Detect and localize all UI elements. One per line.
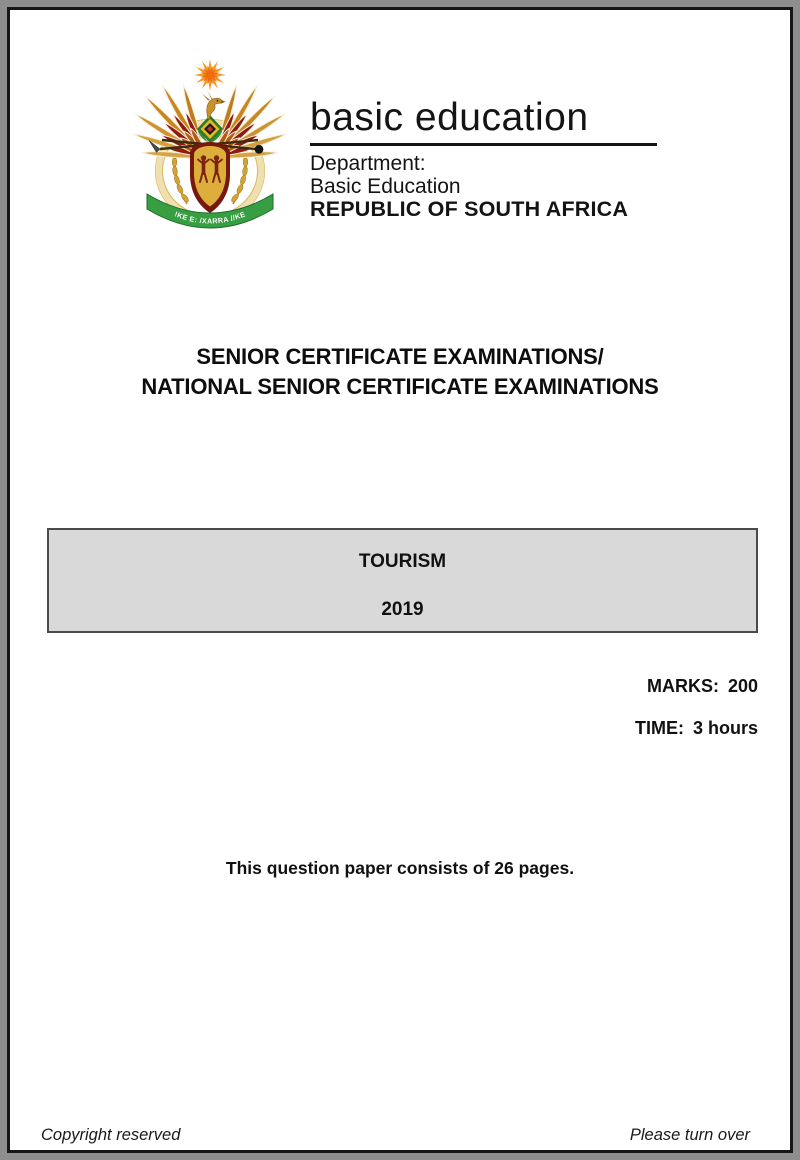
logo-text-block xyxy=(310,96,690,221)
exam-title xyxy=(10,342,790,402)
pages-note: This question paper consists of 26 pages. xyxy=(225,858,575,878)
marks-label: MARKS: xyxy=(646,676,719,696)
footer-turn-over: Please turn over xyxy=(629,1126,750,1144)
footer-copyright: Copyright reserved xyxy=(41,1126,181,1144)
exam-year: 2019 xyxy=(381,599,424,620)
brand-underline xyxy=(310,143,657,146)
time-value: 3 hours xyxy=(692,718,758,738)
brand-wordmark: basic education xyxy=(310,96,589,139)
time-line xyxy=(635,718,758,739)
exam-cover-page xyxy=(7,7,793,1153)
country-name: REPUBLIC OF SOUTH AFRICA xyxy=(310,197,629,221)
emblem-shield xyxy=(190,142,230,213)
time-label: TIME: xyxy=(634,718,684,738)
marks-value: 200 xyxy=(727,676,758,696)
exam-title-line2: NATIONAL SENIOR CERTIFICATE EXAMINATIONS xyxy=(141,374,659,399)
subject-name: TOURISM xyxy=(358,551,447,572)
department-label: Department: xyxy=(310,152,426,175)
sun-icon xyxy=(194,59,226,91)
coat-of-arms-icon xyxy=(130,55,290,245)
marks-line xyxy=(647,676,758,697)
motto-text: !KE E: /XARRA //KE xyxy=(173,209,247,226)
bird-head xyxy=(202,91,226,120)
subject-box xyxy=(47,528,758,633)
department-name: Basic Education xyxy=(310,174,461,198)
exam-title-line1: SENIOR CERTIFICATE EXAMINATIONS/ xyxy=(196,344,604,369)
